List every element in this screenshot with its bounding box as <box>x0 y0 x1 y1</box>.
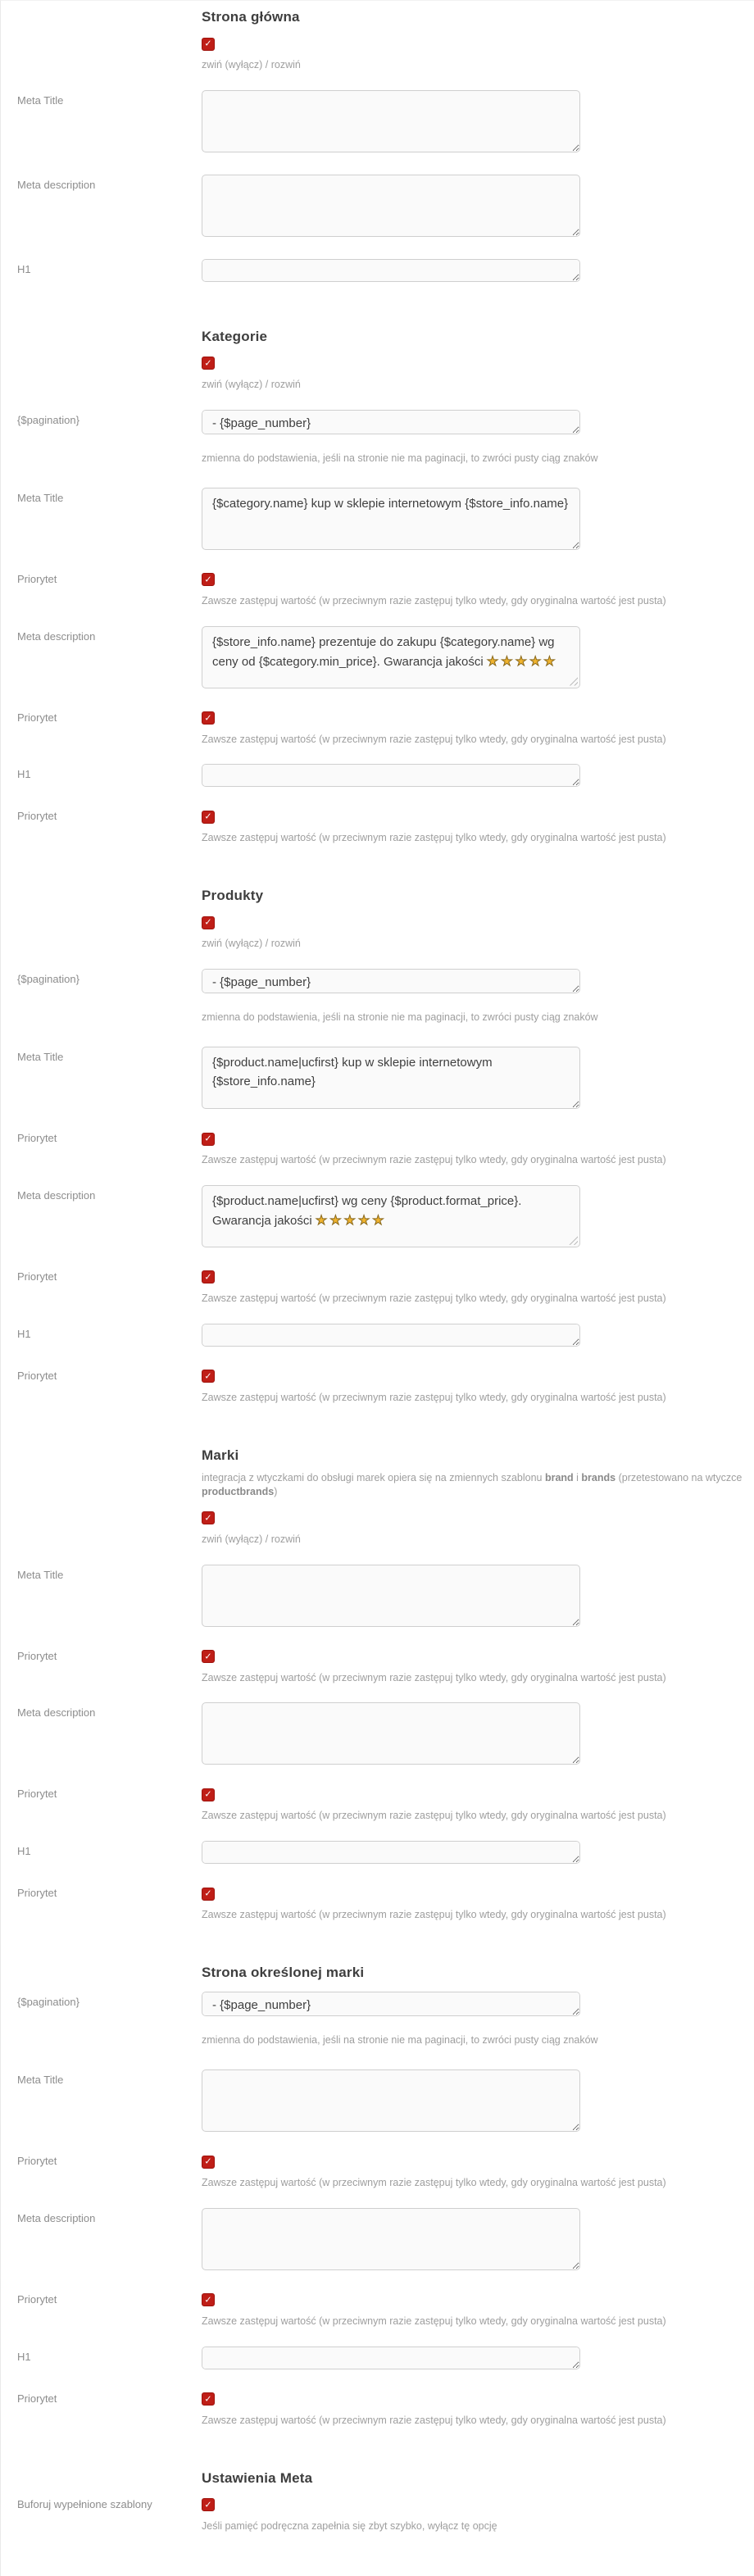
header-content <box>202 329 754 345</box>
field-column <box>202 2292 754 2328</box>
help-text: zmienna do podstawienia, jeśli na stronie nie ma paginacji, to zwróci pusty ciąg znaków <box>202 452 598 464</box>
brand-page-h1-priority-label: Priorytet <box>17 2392 57 2405</box>
header-content <box>202 888 754 904</box>
field-column <box>202 356 754 392</box>
label-column <box>1 1369 202 1383</box>
label-column-spacer <box>1 2470 202 2474</box>
check-icon: ✓ <box>204 712 212 723</box>
label-column <box>1 1047 202 1065</box>
textarea-value: {$store_info.name} prezentuje do zakupu {$category.name} wg ceny od {$category.min_price}. Gwarancja jakości <box>212 634 555 669</box>
help-text: Zawsze zastępuj wartość (w przeciwnym razie zastępuj tylko wtedy, gdy oryginalna wartość jest pusta) <box>202 1671 666 1683</box>
header-content <box>202 9 754 25</box>
field-column <box>202 915 754 951</box>
brand-page-h1-textarea[interactable] <box>202 2347 580 2369</box>
check-icon: ✓ <box>204 1271 212 1283</box>
categories-h1-priority-label: Priorytet <box>17 810 57 823</box>
brand-page-meta-description-textarea-label: Meta description <box>17 2211 96 2224</box>
home-meta-description-textarea[interactable] <box>202 175 580 237</box>
field-column <box>202 1511 754 1547</box>
help-text: Jeśli pamięć podręczna zapełnia się zbyt szybko, wyłącz tę opcję <box>202 2519 497 2532</box>
check-icon: ✓ <box>204 1788 212 1800</box>
form-row <box>1 1511 754 1547</box>
brand-page-pagination-textarea-label: {$pagination} <box>17 1996 79 2009</box>
form-row <box>1 2154 754 2190</box>
form-row <box>1 969 754 1024</box>
field-column <box>202 175 754 237</box>
label-column-spacer <box>1 1447 202 1452</box>
label-column <box>1 764 202 782</box>
cache-filled-templates-checkbox[interactable] <box>202 2498 215 2511</box>
help-text: Zawsze zastępuj wartość (w przeciwnym razie zastępuj tylko wtedy, gdy oryginalna wartość jest pusta) <box>202 1909 666 1921</box>
field-column <box>202 1185 754 1247</box>
home-enable-checkbox[interactable] <box>202 38 215 51</box>
field-column <box>202 1131 754 1167</box>
check-icon: ✓ <box>204 38 212 49</box>
section-categories <box>1 304 754 845</box>
help-text: Zawsze zastępuj wartość (w przeciwnym razie zastępuj tylko wtedy, gdy oryginalna wartość jest pusta) <box>202 1154 666 1165</box>
categories-meta-description-priority-label: Priorytet <box>17 711 57 724</box>
form-row <box>1 36 754 72</box>
label-column <box>1 2347 202 2365</box>
products-meta-description-textarea-label: Meta description <box>17 1188 96 1202</box>
check-icon: ✓ <box>204 2294 212 2306</box>
categories-pagination-textarea[interactable] <box>202 410 580 434</box>
brands-meta-title-textarea-label: Meta Title <box>17 1568 64 1581</box>
form-row <box>1 1185 754 1247</box>
brands-h1-textarea-label: H1 <box>17 1845 31 1858</box>
field-column <box>202 2392 754 2428</box>
brand-page-h1-textarea-label: H1 <box>17 2350 31 2363</box>
help-text: Zawsze zastępuj wartość (w przeciwnym razie zastępuj tylko wtedy, gdy oryginalna wartość jest pusta) <box>202 2414 666 2426</box>
brand-page-meta-title-priority-checkbox[interactable] <box>202 2156 215 2169</box>
help-text: Zawsze zastępuj wartość (w przeciwnym razie zastępuj tylko wtedy, gdy oryginalna wartość jest pusta) <box>202 594 666 607</box>
form-row <box>1 1649 754 1685</box>
categories-h1-textarea[interactable] <box>202 764 580 787</box>
section-home <box>1 6 754 282</box>
form-row <box>1 1841 754 1864</box>
help-text: Zawsze zastępuj wartość (w przeciwnym razie zastępuj tylko wtedy, gdy oryginalna wartość jest pusta) <box>202 832 666 844</box>
field-column <box>202 2069 754 2132</box>
brands-meta-title-textarea[interactable] <box>202 1565 580 1627</box>
brands-meta-title-priority-label: Priorytet <box>17 1649 57 1662</box>
check-icon: ✓ <box>204 1370 212 1382</box>
products-meta-title-priority-label: Priorytet <box>17 1132 57 1144</box>
help-text: zwiń (wyłącz) / rozwiń <box>202 1533 301 1545</box>
section-note <box>202 1471 743 1500</box>
check-icon: ✓ <box>204 916 212 928</box>
section-header-row <box>1 329 754 345</box>
help-text: Zawsze zastępuj wartość (w przeciwnym razie zastępuj tylko wtedy, gdy oryginalna wartość jest pusta) <box>202 2177 666 2188</box>
brands-meta-title-priority-checkbox[interactable] <box>202 1650 215 1663</box>
brand-page-pagination-textarea[interactable] <box>202 1992 580 2016</box>
categories-meta-title-textarea-label: Meta Title <box>17 491 64 504</box>
section-title: Marki <box>202 1447 239 1463</box>
section-header-row <box>1 9 754 25</box>
help-text: zwiń (wyłącz) / rozwiń <box>202 59 301 70</box>
field-column <box>202 36 754 72</box>
section-title: Strona określonej marki <box>202 1965 365 1981</box>
label-column <box>1 2497 202 2512</box>
field-column <box>202 626 754 688</box>
products-pagination-textarea[interactable] <box>202 969 580 993</box>
label-column <box>1 711 202 725</box>
label-column <box>1 1131 202 1146</box>
header-content <box>202 1965 754 1981</box>
field-column <box>202 2154 754 2190</box>
categories-h1-priority-checkbox[interactable] <box>202 811 215 824</box>
form-row <box>1 175 754 237</box>
categories-enable-checkbox[interactable] <box>202 357 215 370</box>
section-header-row <box>1 1965 754 1981</box>
form-row <box>1 764 754 787</box>
field-column <box>202 2497 754 2533</box>
form-row <box>1 1369 754 1405</box>
form-row <box>1 259 754 282</box>
label-column-spacer <box>1 329 202 333</box>
categories-meta-description-textarea[interactable] <box>202 626 580 688</box>
products-meta-description-priority-checkbox[interactable] <box>202 1270 215 1283</box>
form-row <box>1 2208 754 2270</box>
field-column <box>202 764 754 787</box>
form-row <box>1 488 754 550</box>
check-icon: ✓ <box>204 574 212 585</box>
label-column <box>1 356 202 357</box>
categories-meta-title-textarea[interactable] <box>202 488 580 550</box>
form-row <box>1 809 754 845</box>
help-text: Zawsze zastępuj wartość (w przeciwnym razie zastępuj tylko wtedy, gdy oryginalna wartość jest pusta) <box>202 1391 666 1403</box>
form-row <box>1 2069 754 2132</box>
home-meta-description-textarea-label: Meta description <box>17 178 96 191</box>
field-column <box>202 809 754 845</box>
brand-page-meta-title-textarea[interactable] <box>202 2069 580 2132</box>
note-segment: i <box>573 1471 582 1483</box>
field-column <box>202 1047 754 1109</box>
check-icon: ✓ <box>204 2156 212 2167</box>
categories-meta-title-priority-label: Priorytet <box>17 572 57 585</box>
check-icon: ✓ <box>204 357 212 369</box>
field-column <box>202 1270 754 1306</box>
check-icon: ✓ <box>204 1888 212 1899</box>
label-column <box>1 410 202 428</box>
field-column <box>202 488 754 550</box>
check-icon: ✓ <box>204 1133 212 1144</box>
brands-meta-description-priority-checkbox[interactable] <box>202 1788 215 1801</box>
note-segment: brands <box>581 1471 616 1483</box>
brands-meta-description-textarea-label: Meta description <box>17 1706 96 1720</box>
field-column <box>202 259 754 282</box>
label-column <box>1 175 202 193</box>
textarea-value: {$product.name|ucfirst} wg ceny {$product.format_price}. Gwarancja jakości <box>212 1193 522 1229</box>
field-column <box>202 1702 754 1765</box>
check-icon: ✓ <box>204 2393 212 2405</box>
note-segment: productbrands <box>202 1486 275 1498</box>
check-icon: ✓ <box>204 1651 212 1661</box>
section-title: Produkty <box>202 888 264 904</box>
products-h1-priority-label: Priorytet <box>17 1369 57 1382</box>
products-enable-checkbox[interactable] <box>202 916 215 929</box>
label-column <box>1 2208 202 2226</box>
home-h1-textarea-label: H1 <box>17 262 31 275</box>
label-column <box>1 809 202 824</box>
brand-page-meta-description-priority-label: Priorytet <box>17 2292 57 2306</box>
label-column <box>1 1270 202 1284</box>
form-row <box>1 2392 754 2428</box>
label-column <box>1 1992 202 2010</box>
brands-meta-description-priority-label: Priorytet <box>17 1788 57 1801</box>
section-meta-settings <box>1 2446 754 2533</box>
form-row <box>1 572 754 608</box>
section-header-row <box>1 1447 754 1500</box>
help-text: Zawsze zastępuj wartość (w przeciwnym razie zastępuj tylko wtedy, gdy oryginalna wartość jest pusta) <box>202 733 666 745</box>
check-icon: ✓ <box>204 1512 212 1524</box>
star-icons: ★★★★★ <box>315 1212 387 1229</box>
label-column <box>1 969 202 987</box>
brands-h1-textarea[interactable] <box>202 1841 580 1864</box>
label-column <box>1 1185 202 1203</box>
field-column <box>202 1787 754 1823</box>
home-h1-textarea[interactable] <box>202 259 580 282</box>
section-title: Strona główna <box>202 9 300 25</box>
field-column <box>202 410 754 466</box>
form-row <box>1 711 754 747</box>
star-icons: ★★★★★ <box>486 653 558 669</box>
section-header-row <box>1 2470 754 2487</box>
label-column-spacer <box>1 1965 202 1969</box>
field-column <box>202 1992 754 2047</box>
brands-h1-priority-checkbox[interactable] <box>202 1888 215 1901</box>
section-title: Kategorie <box>202 328 268 344</box>
note-segment: (przetestowano na wtyczce <box>615 1471 743 1483</box>
form-row <box>1 1131 754 1167</box>
label-column <box>1 1649 202 1664</box>
brand-page-h1-priority-checkbox[interactable] <box>202 2392 215 2406</box>
label-column <box>1 488 202 506</box>
brands-enable-checkbox[interactable] <box>202 1511 215 1524</box>
label-column <box>1 36 202 37</box>
categories-pagination-textarea-label: {$pagination} <box>17 413 79 426</box>
form-row <box>1 1565 754 1627</box>
help-text: Zawsze zastępuj wartość (w przeciwnym razie zastępuj tylko wtedy, gdy oryginalna wartość jest pusta) <box>202 2315 666 2327</box>
label-column <box>1 90 202 108</box>
form-row <box>1 2497 754 2533</box>
help-text: zwiń (wyłącz) / rozwiń <box>202 938 301 950</box>
form-row <box>1 1787 754 1823</box>
form-row <box>1 1270 754 1306</box>
help-text: Zawsze zastępuj wartość (w przeciwnym razie zastępuj tylko wtedy, gdy oryginalna wartość jest pusta) <box>202 1292 666 1304</box>
label-column <box>1 572 202 587</box>
section-brands <box>1 1423 754 1923</box>
note-segment: brand <box>544 1471 574 1483</box>
field-column <box>202 969 754 1024</box>
label-column <box>1 1565 202 1583</box>
brand-page-meta-description-textarea[interactable] <box>202 2208 580 2270</box>
categories-meta-description-priority-checkbox[interactable] <box>202 711 215 725</box>
categories-h1-textarea-label: H1 <box>17 768 31 781</box>
header-content <box>202 1447 754 1500</box>
field-column <box>202 1649 754 1685</box>
form-row <box>1 1324 754 1347</box>
brand-page-meta-title-textarea-label: Meta Title <box>17 2074 64 2086</box>
label-column <box>1 1787 202 1801</box>
form-row <box>1 410 754 466</box>
field-column <box>202 2347 754 2369</box>
section-header-row <box>1 888 754 904</box>
products-meta-description-textarea[interactable] <box>202 1185 580 1247</box>
section-products <box>1 863 754 1404</box>
label-column <box>1 1702 202 1720</box>
brands-meta-description-textarea[interactable] <box>202 1702 580 1765</box>
label-column <box>1 2392 202 2406</box>
products-meta-title-textarea[interactable] <box>202 1047 580 1109</box>
help-text: zwiń (wyłącz) / rozwiń <box>202 378 301 390</box>
check-icon: ✓ <box>204 811 212 822</box>
products-h1-textarea[interactable] <box>202 1324 580 1347</box>
field-column <box>202 1324 754 1347</box>
check-icon: ✓ <box>204 2499 212 2510</box>
categories-meta-title-priority-checkbox[interactable] <box>202 573 215 586</box>
field-column <box>202 1565 754 1627</box>
products-pagination-textarea-label: {$pagination} <box>17 973 79 986</box>
form-row <box>1 1047 754 1109</box>
label-column <box>1 1841 202 1859</box>
label-column <box>1 2154 202 2169</box>
field-column <box>202 1886 754 1922</box>
help-text: zmienna do podstawienia, jeśli na stronie nie ma paginacji, to zwróci pusty ciąg znaków <box>202 1011 598 1024</box>
label-column <box>1 1886 202 1901</box>
label-column <box>1 2069 202 2088</box>
note-segment: integracja z wtyczkami do obsługi marek opiera się na zmiennych szablonu <box>202 1471 545 1483</box>
help-text: Zawsze zastępuj wartość (w przeciwnym razie zastępuj tylko wtedy, gdy oryginalna wartość jest pusta) <box>202 1810 666 1822</box>
field-column <box>202 1369 754 1405</box>
form-row <box>1 90 754 152</box>
section-title: Ustawienia Meta <box>202 2469 313 2486</box>
label-column <box>1 2292 202 2307</box>
help-text: zmienna do podstawienia, jeśli na stronie nie ma paginacji, to zwróci pusty ciąg znaków <box>202 2034 598 2047</box>
field-column <box>202 572 754 608</box>
products-meta-title-priority-checkbox[interactable] <box>202 1133 215 1146</box>
field-column <box>202 2208 754 2270</box>
form-row <box>1 356 754 392</box>
products-h1-textarea-label: H1 <box>17 1327 31 1340</box>
form-row <box>1 1992 754 2047</box>
categories-meta-description-textarea-label: Meta description <box>17 629 96 643</box>
form-row <box>1 2292 754 2328</box>
form-row <box>1 1886 754 1922</box>
label-column <box>1 626 202 644</box>
note-segment: ) <box>274 1486 278 1498</box>
brand-page-meta-description-priority-checkbox[interactable] <box>202 2293 215 2306</box>
home-meta-title-textarea-label: Meta Title <box>17 93 64 107</box>
section-brand-page <box>1 1940 754 2428</box>
products-meta-description-priority-label: Priorytet <box>17 1270 57 1283</box>
form-row <box>1 2347 754 2369</box>
form-row <box>1 915 754 951</box>
field-column <box>202 90 754 152</box>
label-column <box>1 1324 202 1342</box>
cache-filled-templates-label: Buforuj wypełnione szablony <box>17 2497 152 2510</box>
form-row <box>1 626 754 688</box>
brand-page-meta-title-priority-label: Priorytet <box>17 2155 57 2167</box>
brands-h1-priority-label: Priorytet <box>17 1887 57 1900</box>
field-column <box>202 711 754 747</box>
form-row <box>1 1702 754 1765</box>
label-column-spacer <box>1 888 202 892</box>
field-column <box>202 1841 754 1864</box>
label-column-spacer <box>1 9 202 13</box>
products-meta-title-textarea-label: Meta Title <box>17 1051 64 1063</box>
home-meta-title-textarea[interactable] <box>202 90 580 152</box>
header-content <box>202 2470 754 2487</box>
products-h1-priority-checkbox[interactable] <box>202 1370 215 1383</box>
label-column <box>1 259 202 277</box>
